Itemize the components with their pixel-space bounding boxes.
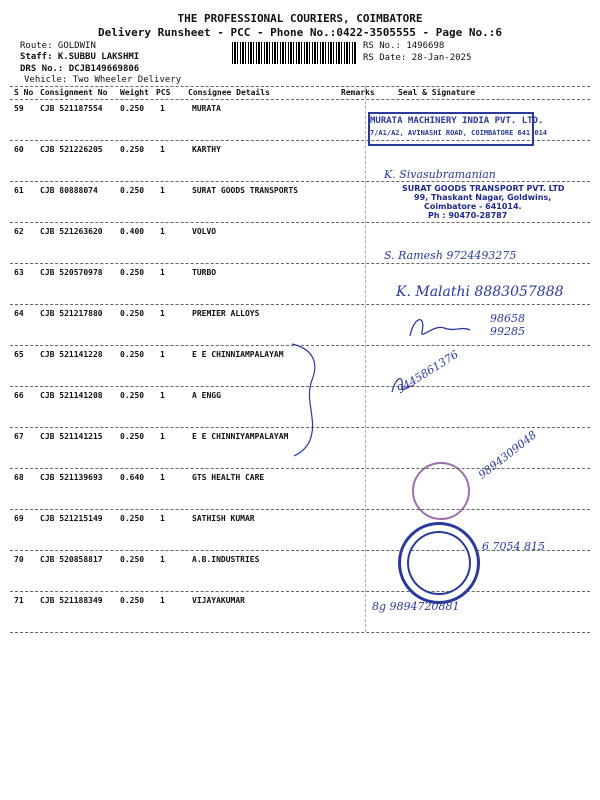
row-weight: 0.640 [120, 473, 145, 482]
row-consignment: CJB 521187554 [40, 104, 103, 113]
rs-date: RS Date: 28-Jan-2025 [363, 53, 472, 63]
signature-ab: 6 7054 815 [482, 540, 545, 553]
signature-volvo: S. Ramesh 9724493275 [384, 249, 517, 262]
row-weight: 0.400 [120, 227, 145, 236]
header-rule-top [10, 86, 590, 87]
row-pcs: 1 [160, 186, 165, 195]
row-weight: 0.250 [120, 391, 145, 400]
row-pcs: 1 [160, 350, 165, 359]
surat-stamp [402, 184, 565, 220]
vehicle-label: Vehicle: Two Wheeler Delivery [24, 75, 182, 85]
row-consignment: CJB 521263620 [40, 227, 103, 236]
row-pcs: 1 [160, 309, 165, 318]
row-sno: 69 [14, 514, 24, 523]
signature-turbo: K. Malathi 8883057888 [396, 284, 564, 300]
row-weight: 0.250 [120, 514, 145, 523]
table-row [10, 596, 590, 637]
row-pcs: 1 [160, 514, 165, 523]
murata-stamp-line2: 7/A1/A2, AVINASHI ROAD, COIMBATORE 641 014 [370, 129, 548, 137]
row-pcs: 1 [160, 145, 165, 154]
row-weight: 0.250 [120, 104, 145, 113]
row-sno: 61 [14, 186, 24, 195]
row-rule [10, 263, 590, 264]
col-consignment: Consignment No [40, 88, 108, 97]
row-sno: 63 [14, 268, 24, 277]
row-consignee: SURAT GOODS TRANSPORTS [192, 186, 298, 195]
rs-number: RS No.: 1496698 [363, 41, 445, 51]
signature-gts: 9894309048 [475, 428, 540, 482]
surat-stamp-line2: 99, Thaskant Nagar, Goldwins, [414, 193, 552, 202]
row-pcs: 1 [160, 104, 165, 113]
row-consignee: PREMIER ALLOYS [192, 309, 260, 318]
row-weight: 0.250 [120, 145, 145, 154]
header-rule-bottom [10, 99, 590, 100]
company-title: THE PROFESSIONAL COURIERS, COIMBATORE [177, 12, 423, 25]
row-sno: 67 [14, 432, 24, 441]
row-weight: 0.250 [120, 268, 145, 277]
row-weight: 0.250 [120, 596, 145, 605]
signature-karthy: K. Sivasubramanian [384, 168, 496, 181]
runsheet-title: Delivery Runsheet - PCC - Phone No.:0422-3505555 - Page No.:6 [98, 26, 502, 39]
row-consignee: VOLVO [192, 227, 217, 236]
row-pcs: 1 [160, 227, 165, 236]
col-consignee: Consignee Details [188, 88, 270, 97]
row-sno: 68 [14, 473, 24, 482]
row-consignee: E E CHINNIYAMPALAYAM [192, 432, 289, 441]
table-row [10, 473, 590, 514]
row-rule [10, 591, 590, 592]
row-sno: 59 [14, 104, 24, 113]
surat-stamp-line3: Coimbatore - 641014. [424, 202, 522, 211]
row-consignee: MURATA [192, 104, 221, 113]
table-row [10, 145, 590, 186]
ab-industries-round-stamp [398, 522, 480, 604]
row-weight: 0.250 [120, 309, 145, 318]
row-consignee: TURBO [192, 268, 217, 277]
route-label: Route: GOLDWIN [20, 41, 96, 51]
col-pcs: PCS [156, 88, 171, 97]
row-rule [10, 222, 590, 223]
row-pcs: 1 [160, 473, 165, 482]
drs-label: DRS No.: DCJB149669806 [20, 64, 140, 74]
row-consignment: CJB 520570978 [40, 268, 103, 277]
row-consignment: CJB 521139693 [40, 473, 103, 482]
row-sno: 62 [14, 227, 24, 236]
row-pcs: 1 [160, 391, 165, 400]
signature-aengg: 9445861376 [394, 347, 461, 397]
row-weight: 0.250 [120, 555, 145, 564]
row-sno: 64 [14, 309, 24, 318]
row-pcs: 1 [160, 555, 165, 564]
surat-stamp-line4: Ph : 90470-28787 [428, 211, 508, 220]
signature-vijay: 8g 9894720881 [372, 600, 460, 613]
col-weight: Weight [120, 88, 149, 97]
row-rule [10, 181, 590, 182]
signature-premier-scribble [404, 310, 474, 344]
murata-stamp [368, 112, 548, 146]
table-row [10, 555, 590, 596]
row-consignee: GTS HEALTH CARE [192, 473, 265, 482]
row-sno: 65 [14, 350, 24, 359]
row-sno: 60 [14, 145, 24, 154]
row-consignee: A ENGG [192, 391, 221, 400]
row-consignment: CJB 521141228 [40, 350, 103, 359]
row-consignee: E E CHINNIAMPALAYAM [192, 350, 284, 359]
col-remarks: Remarks [341, 88, 375, 97]
staff-label: Staff: K.SUBBU LAKSHMI [20, 52, 140, 62]
col-signature: Seal & Signature [398, 88, 476, 97]
surat-stamp-line1: SURAT GOODS TRANSPORT PVT. LTD [402, 184, 565, 193]
row-weight: 0.250 [120, 432, 145, 441]
gts-round-stamp [412, 462, 470, 520]
row-consignment: CJB 521141215 [40, 432, 103, 441]
barcode [232, 42, 356, 64]
row-rule [10, 304, 590, 305]
row-consignment: CJB 521226205 [40, 145, 103, 154]
row-consignment: CJB 521215149 [40, 514, 103, 523]
row-pcs: 1 [160, 596, 165, 605]
bracket-mark [290, 340, 330, 460]
col-sno: S No [14, 88, 34, 97]
row-consignee: KARTHY [192, 145, 221, 154]
row-pcs: 1 [160, 268, 165, 277]
row-rule [10, 468, 590, 469]
signature-premier: 98658 99285 [490, 312, 525, 338]
row-sno: 71 [14, 596, 24, 605]
murata-stamp-line1: MURATA MACHINERY INDIA PVT. LTD. [370, 116, 544, 126]
row-consignment: CJB 521217880 [40, 309, 103, 318]
row-consignment: CJB 521188349 [40, 596, 103, 605]
row-pcs: 1 [160, 432, 165, 441]
row-consignee: SATHISH KUMAR [192, 514, 255, 523]
row-rule [10, 509, 590, 510]
row-weight: 0.250 [120, 350, 145, 359]
row-sno: 70 [14, 555, 24, 564]
row-consignee: A.B.INDUSTRIES [192, 555, 260, 564]
row-weight: 0.250 [120, 186, 145, 195]
row-consignment: CJB 520858817 [40, 555, 103, 564]
row-consignment: CJB 521141208 [40, 391, 103, 400]
row-consignment: CJB 80888074 [40, 186, 98, 195]
row-sno: 66 [14, 391, 24, 400]
row-rule [10, 632, 590, 633]
row-consignee: VIJAYAKUMAR [192, 596, 245, 605]
